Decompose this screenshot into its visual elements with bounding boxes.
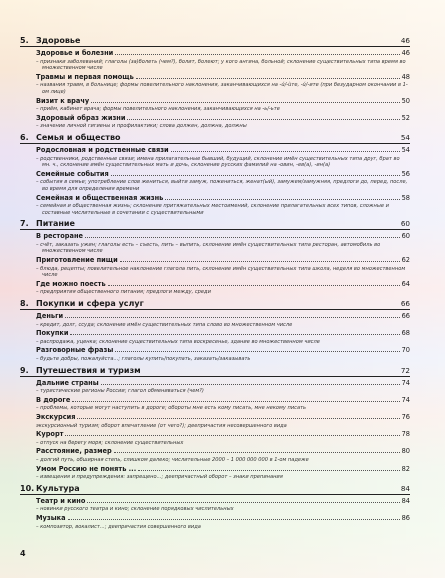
dot-leader (171, 151, 400, 152)
toc-entry[interactable] (36, 312, 410, 328)
dot-leader (115, 54, 399, 55)
dot-leader (91, 102, 399, 103)
entry-title: Деньги (36, 312, 64, 321)
entry-description: – композитор, вокалист...; деепричастия совершенного вида (36, 523, 201, 530)
dot-leader (127, 119, 399, 120)
entry-line (36, 514, 410, 524)
section-title: Путешествия и туризм (36, 365, 141, 375)
entry-line (36, 465, 410, 475)
entry-title: Родословная и родственные связи (36, 145, 169, 154)
toc-entry[interactable] (36, 430, 410, 446)
entry-line (36, 430, 410, 440)
entry-line (36, 497, 410, 507)
entry-line (36, 280, 410, 290)
entry-page: 68 (401, 329, 410, 338)
entry-description: – значение личной гигиены и профилактики; слова должен, должна, должны (36, 123, 247, 130)
entry-page: 66 (401, 312, 410, 321)
dot-leader (65, 435, 399, 436)
section-title: Культура (36, 483, 80, 493)
dot-leader (68, 519, 400, 520)
entry-description: – будьте добры, пожалуйста...; глаголы купить/покупать, заказать/заказывать (36, 356, 251, 362)
entry-title: Музыка (36, 513, 66, 522)
toc-section (20, 299, 410, 363)
dot-leader (70, 334, 399, 335)
entry-description: – отпуск на берегу моря; склонение существительных (36, 439, 184, 446)
page-number: 4 (20, 549, 26, 558)
entry-title: Семейная и общественная жизнь (36, 193, 164, 202)
section-number: 7. (20, 219, 29, 229)
entry-line (36, 396, 410, 406)
entry-description: – названия травм, в больнице; формы повелительного наклонения, заканчивающихся на -ú/-ùте, -ú/-ите (при безударном окончании в 1-ом лице) (36, 82, 408, 95)
entry-page: 62 (401, 256, 410, 265)
entry-line (36, 346, 410, 356)
entry-description: – распродажа, уценка; склонение существительных типа воскресенье, здание во множественном числе (36, 338, 320, 345)
entry-description: – кредит, долг, ссуда; склонение имён существительных типа слово во множественном числе (36, 321, 293, 328)
toc-entry[interactable] (36, 256, 410, 279)
entry-title: Визит к врачу (36, 96, 90, 105)
entry-line (36, 447, 410, 457)
entry-description: – извещения и предупреждения: запрещено...; деепричастный оборот – знаки препинания (36, 474, 283, 481)
toc-entry[interactable] (36, 194, 410, 217)
dot-leader (85, 237, 400, 238)
entry-description: – проблемы, которые могут наступить в дороге; обороты мне есть кому писать, мне некому писать (36, 405, 307, 412)
entry-page: 60 (401, 232, 410, 241)
section-number: 9. (20, 365, 29, 375)
toc-entry[interactable] (36, 97, 410, 113)
toc-entry[interactable] (36, 379, 410, 395)
section-page: 72 (400, 365, 410, 375)
table-of-contents (20, 36, 410, 533)
entry-line (36, 232, 410, 242)
dot-leader (101, 384, 400, 385)
section-page: 84 (400, 483, 410, 493)
entry-description: – долгий путь, обширная степь, слишком далеко; числительные 2000 – 1 000 000 000 в 1-ом падеже (36, 456, 309, 463)
section-title: Здоровье (36, 36, 81, 45)
section-title: Семья и общество (36, 132, 121, 142)
toc-entry[interactable] (36, 346, 410, 362)
toc-entry[interactable] (36, 49, 410, 72)
section-title: Покупки и сфера услуг (36, 299, 144, 309)
dot-leader (111, 175, 400, 176)
toc-entry[interactable] (36, 396, 410, 412)
section-heading[interactable] (20, 299, 410, 310)
entry-line (36, 194, 410, 204)
entry-description: – родственники, родственные связи; имена прилагательные бывший, будущий, склонение имён существительных типа друг, брат во мн. ч., склонение имён существительных мать и дочь, склонение русских фамилий на -овин, -ев(а), -ин(а) (36, 155, 400, 169)
entry-page: 56 (401, 169, 410, 178)
entry-line (36, 97, 410, 107)
entry-title: Здоровый образ жизни (36, 113, 126, 122)
entry-title: Дальние страны (36, 378, 99, 387)
entry-title: Экскурсия (36, 412, 76, 421)
entry-line (36, 256, 410, 266)
entry-page: 86 (401, 513, 410, 522)
entry-page: 80 (401, 447, 410, 456)
dot-leader (165, 199, 399, 200)
dot-leader (72, 401, 399, 402)
entry-page: 52 (401, 113, 410, 122)
dot-leader (87, 502, 399, 503)
entry-description: – признаки заболеваний; глаголы (за)болеть (чем?), болит, болеют; у кого ангина, больной; склонение существительных типа время во множественном числе (36, 58, 406, 72)
entry-line (36, 170, 410, 180)
section-heading[interactable] (20, 219, 410, 230)
dot-leader (65, 317, 399, 318)
section-heading[interactable] (20, 133, 410, 144)
entry-title: Театр и кино (36, 496, 86, 505)
entry-line (36, 379, 410, 389)
section-number: 5. (20, 36, 29, 45)
section-page: 46 (400, 36, 410, 45)
entry-page: 58 (401, 193, 410, 202)
entry-title: Разговорные фразы (36, 346, 114, 355)
toc-entry[interactable] (36, 280, 410, 296)
entry-title: Умом Россию не понять ... (36, 464, 137, 473)
entry-line (36, 312, 410, 322)
dot-leader (108, 285, 400, 286)
entry-line (36, 49, 410, 59)
entry-description: – события в семье; употребление слов жениться, выйти замуж, пожениться, женат(ый), замужем/замужняя, предлоги до, перед, после, во время для определения времени (36, 179, 408, 192)
section-number: 6. (20, 132, 29, 142)
entry-line (36, 146, 410, 156)
toc-entry[interactable] (36, 146, 410, 169)
entry-title: Покупки (36, 329, 69, 338)
toc-entry[interactable] (36, 447, 410, 463)
entry-line (36, 73, 410, 83)
entry-page: 46 (401, 49, 410, 57)
entry-page: 82 (401, 464, 410, 473)
dot-leader (138, 470, 399, 471)
entry-description: – блюда, рецепты; повелительное наклонение глагола пить, склонение имён существительных типа школа, неделя во множественном числе (36, 265, 406, 279)
entry-description: – туристические регионы России; глагол обмениваться (чем?) (36, 388, 204, 395)
entry-title: Приготовление пищи (36, 256, 118, 265)
entry-description: – счёт, заказать ужин; глаголы есть – съесть, пить – выпить, склонение имён существительных типа ресторан, автомобиль во множественном числе (36, 241, 381, 255)
entry-line (36, 114, 410, 124)
entry-page: 70 (401, 346, 410, 355)
entry-description: – приём, кабинет врача; формы повелительного наклонения, заканчивающихся на -ь/-ьте (36, 106, 280, 113)
section-heading[interactable] (20, 366, 410, 377)
toc-entry[interactable] (36, 329, 410, 345)
entry-page: 78 (401, 430, 410, 439)
entry-title: Где можно поесть (36, 279, 106, 288)
section-page: 60 (400, 219, 410, 229)
toc-section (20, 366, 410, 481)
entry-page: 74 (401, 395, 410, 404)
toc-entry[interactable] (36, 73, 410, 96)
entry-page: 50 (401, 96, 410, 105)
toc-section (20, 133, 410, 216)
section-heading[interactable] (20, 484, 410, 495)
toc-entry[interactable] (36, 232, 410, 255)
entry-title: Травмы и первая помощь (36, 72, 134, 81)
entry-title: В ресторане (36, 232, 83, 241)
dot-leader (77, 418, 399, 419)
entry-title: В дороге (36, 395, 71, 404)
entry-page: 74 (401, 378, 410, 387)
entry-description: экскурсионный туризм; оборот впечатление (от чего?); деепричастия несовершенного вида (36, 422, 287, 429)
entry-title: Семейные события (36, 169, 109, 178)
entry-page: 84 (401, 496, 410, 505)
dot-leader (114, 452, 400, 453)
toc-section (20, 484, 410, 530)
entry-description: – предприятия общественного питания; предлоги между, среди (36, 289, 211, 296)
entry-line (36, 329, 410, 339)
section-number: 8. (20, 299, 29, 309)
entry-page: 54 (401, 145, 410, 154)
dot-leader (115, 351, 399, 352)
entry-page: 64 (401, 279, 410, 288)
toc-entry[interactable] (36, 114, 410, 130)
section-page: 66 (400, 299, 410, 309)
section-number: 10. (20, 483, 35, 493)
entry-title: Здоровье и болезни (36, 49, 114, 57)
toc-entry[interactable] (36, 514, 410, 530)
dot-leader (120, 261, 400, 262)
toc-section (20, 219, 410, 296)
toc-entry[interactable] (36, 170, 410, 193)
toc-entry[interactable] (36, 497, 410, 513)
entry-description: – новинки русского театра и кино; склонение порядковых числительных (36, 506, 234, 513)
entry-line (36, 413, 410, 423)
toc-section (20, 36, 410, 130)
section-title: Питание (36, 219, 75, 229)
dot-leader (136, 78, 400, 79)
section-heading[interactable] (20, 36, 410, 47)
entry-description: – семейная и общественная жизнь; склонение притяжательных местоимений, склонение прилагательных всех типов, сложные и составные числительные в сочетании с существительными (36, 203, 389, 216)
entry-page: 76 (401, 412, 410, 421)
section-page: 54 (400, 132, 410, 142)
toc-entry[interactable] (36, 465, 410, 481)
entry-title: Расстояние, размер (36, 447, 112, 456)
entry-title: Курорт (36, 430, 64, 439)
toc-entry[interactable] (36, 413, 410, 429)
entry-page: 48 (401, 72, 410, 81)
